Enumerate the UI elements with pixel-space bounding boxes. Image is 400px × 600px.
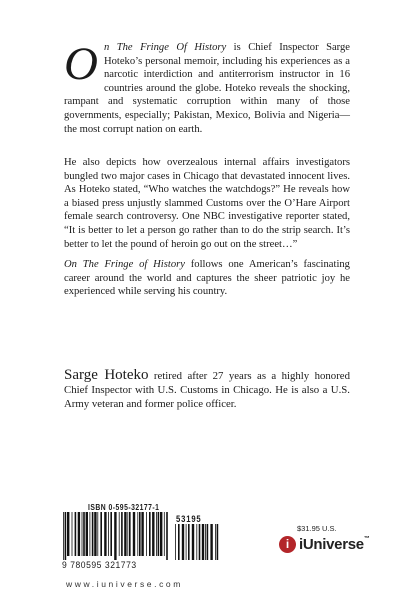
price-code: 53195 <box>176 514 202 524</box>
barcode-bar <box>149 512 151 556</box>
publisher-website: www.iuniverse.com <box>66 579 183 589</box>
publisher-name <box>299 536 370 553</box>
barcode-bar <box>94 512 96 556</box>
author-name: Sarge Hoteko <box>64 367 149 383</box>
blurb-text-3: follows one American’s fascinating career around the world and captures the sheer patriotic joy he experienced while serving his country. <box>64 259 350 298</box>
barcode-bar <box>82 512 83 556</box>
barcode-bar <box>164 512 165 556</box>
barcode-bar <box>92 512 94 556</box>
barcode-bar <box>124 512 126 556</box>
barcode-bar <box>192 524 194 560</box>
barcode-bar <box>104 512 106 556</box>
barcode-bar <box>178 524 180 560</box>
blurb-paragraph-3 <box>64 258 350 299</box>
barcode-bar <box>65 512 67 560</box>
barcode-bar <box>139 512 141 556</box>
publisher-logo <box>279 536 370 553</box>
barcode-bar <box>83 512 85 556</box>
barcode-bar <box>182 524 184 560</box>
iuniverse-logo-icon: i <box>279 536 296 553</box>
barcode-bar <box>141 512 143 556</box>
blurb-paragraph-2 <box>64 156 350 251</box>
trademark-symbol: ™ <box>363 536 370 542</box>
book-title-italic: n The Fringe Of History <box>103 42 227 53</box>
barcode-bar <box>67 512 69 556</box>
barcode-bar <box>158 512 160 556</box>
addon-barcode-bars <box>174 524 220 572</box>
barcode-bar <box>78 512 80 556</box>
barcode-bar <box>86 512 88 556</box>
barcode-bar <box>188 524 190 560</box>
barcode-bar <box>100 512 102 556</box>
author-bio-text: retired after 27 years as a highly honored Chief Inspector with U.S. Customs in Chicago. He is also a U.S. Army veteran and former police officer. <box>64 370 350 410</box>
barcode-bar <box>166 512 168 560</box>
barcode-bar <box>63 512 64 560</box>
barcode-bar <box>90 512 91 556</box>
barcode-bar <box>72 512 73 556</box>
blurb-paragraph-1 <box>64 38 350 136</box>
barcode-bar <box>114 512 116 560</box>
publisher-name-text: iUniverse <box>299 536 364 553</box>
barcode-bar <box>196 524 197 560</box>
barcode-bar <box>129 512 131 556</box>
barcode-bar <box>160 512 162 556</box>
barcode-bar <box>215 524 216 560</box>
barcode-bar <box>199 524 201 560</box>
barcode-bar <box>133 512 135 556</box>
barcode-bar <box>137 512 138 556</box>
barcode-bar <box>202 524 204 560</box>
barcode-bar <box>152 512 154 556</box>
isbn-number: ISBN 0-595-32177-1 <box>88 502 160 512</box>
ean-digits: 9 780595 321773 <box>62 560 137 571</box>
author-bio <box>64 369 350 411</box>
ean-barcode-bars <box>62 512 170 560</box>
barcode <box>62 502 220 570</box>
barcode-bar <box>175 524 176 560</box>
book-title-italic-2: On The Fringe of History <box>64 259 185 270</box>
barcode-bar <box>186 524 187 560</box>
barcode-bar <box>127 512 128 556</box>
drop-cap: O <box>64 38 98 90</box>
barcode-bar <box>110 512 112 556</box>
blurb-text-2: He also depicts how overzealous internal affairs investigators bungled two major cases in Chicago that devastated innocent lives. As Hoteko stated, “Who watches the watchdogs?” He reveals how a biased press unjustly slammed Customs over the O’Hare Airport female search controversy. One NBC investigative reporter stated, “It is better to let a person go rather than to do the strip search. It’s better to let the pound of heroin go out on the street…” <box>64 157 350 250</box>
barcode-bar <box>217 524 219 560</box>
barcode-bar <box>108 512 109 556</box>
barcode-bar <box>205 524 206 560</box>
barcode-bar <box>146 512 147 556</box>
barcode-bar <box>207 524 209 560</box>
blurb-text-1: is Chief Inspector Sarge Hoteko’s personal memoir, including his experiences as a narcotic interdiction and antiterrorism instructor in 16 countries around the globe. Hoteko reveals the shocking, rampant and systematic corruption within many of those governments, especially; Pakistan, Mexico, Bolivia and Nigeria—the most corrupt nation on earth. <box>64 42 350 135</box>
barcode-bar <box>97 512 98 556</box>
price-label: $31.95 U.S. <box>297 524 337 533</box>
barcode-bar <box>156 512 157 556</box>
barcode-bar <box>75 512 77 556</box>
barcode-bar <box>210 524 212 560</box>
barcode-bar <box>119 512 120 556</box>
barcode-bar <box>121 512 123 556</box>
